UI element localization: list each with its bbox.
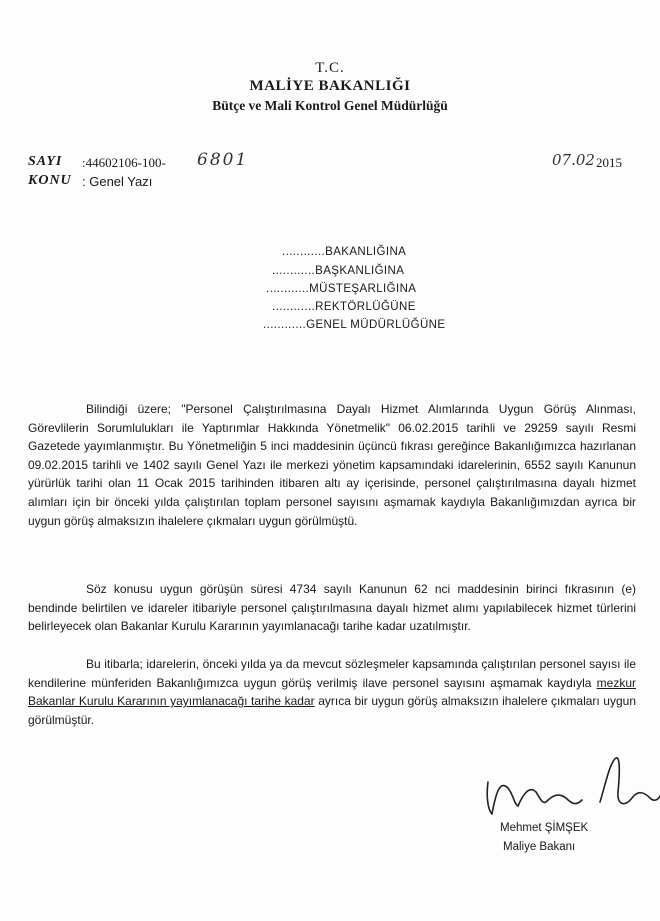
addressee-bakanlik: ............BAKANLIĞINA [282, 246, 407, 258]
body-paragraph-1: Bilindiği üzere; "Personel Çalıştırılmasına Dayalı Hizmet Alımlarında Uygun Görüş Alınması, Görevlilerin Sorumlulukları ile Yaptırımlar Hakkında Yönetmelik" 06.02.2015 tarihli ve 29259 sayılı Resmi Gazetede yayımlanmıştır. Bu Yönetmeliğin 5 inci maddesinin üçüncü fıkrası gereğince Bakanlığımızca hazırlanan 09.02.2015 tarihli ve 1402 sayılı Genel Yazı ile merkezi yönetim kapsamındaki idarelerinin, 6552 sayılı Kanunun yürürlük tarihi olan 11 Ocak 2015 tarihinden itibaren altı ay içerisinde, personel çalıştırılmasına dayalı hizmet alımları için bir önceki yılda çalıştırılan toplam personel sayısını aşmamak kaydıyla Bakanlığımızdan ayrıca bir uygun görüş almaksızın ihalelere çıkmaları uygun görülmüştü. [28, 402, 636, 528]
handwritten-signature [478, 752, 660, 822]
sayi-label: SAYI [28, 154, 63, 169]
header-ministry: MALİYE BAKANLIĞI [249, 78, 411, 94]
sayi-handwritten-number: 6801 [197, 150, 249, 170]
header-directorate: Bütçe ve Mali Kontrol Genel Müdürlüğü [212, 98, 448, 113]
paragraph-3-end: ayrıca bir uygun görüş almaksızın ihalelere çıkmaları uygun görülmüştür. [28, 694, 636, 727]
date-handwritten: 07.02 [552, 151, 595, 169]
body-paragraph-2: Söz konusu uygun görüşün süresi 4734 sayılı Kanunun 62 nci maddesinin birinci fıkrasının (e) bendinde belirtilen ve idareler itibariyle personel çalıştırılmasına dayalı hizmet alımı yapılabilecek hizmet türlerini belirleyecek olan Bakanlar Kurulu Kararının yayımlanacağı tarihe kadar uzatılmıştır. [28, 582, 636, 634]
paragraph-3-underlined: mezkur Bakanlar Kurulu Kararının yayımlanacağı tarihe kadar [28, 675, 636, 709]
konu-label: KONU [28, 173, 72, 188]
addressee-baskanlik: ............BAŞKANLIĞINA [272, 265, 405, 277]
addressee-rektorluk: ............REKTÖRLÜĞÜNE [272, 301, 416, 313]
signatory-name: Mehmet ŞİMŞEK [500, 822, 589, 834]
date-year: 2015 [596, 155, 622, 170]
signatory-title: Maliye Bakanı [503, 841, 576, 853]
header-tc: T.C. [315, 60, 345, 76]
addressee-genel-mudurluk: ............GENEL MÜDÜRLÜĞÜNE [263, 319, 446, 331]
addressee-mustesarlik: ............MÜSTEŞARLIĞINA [266, 283, 417, 295]
paragraph-3-start: Bu itibarla; idarelerin, önceki yılda ya da mevcut sözleşmeler kapsamında çalıştırılan personel sayısı ile kendilerine münferiden Bakanlığımızca uygun görüş verilmiş ilave personel sayısını aşmamak kaydıyla [28, 657, 636, 690]
konu-value: : Genel Yazı [82, 174, 153, 189]
body-paragraph-3 [28, 655, 636, 729]
sayi-value: :44602106-100- [82, 155, 166, 170]
